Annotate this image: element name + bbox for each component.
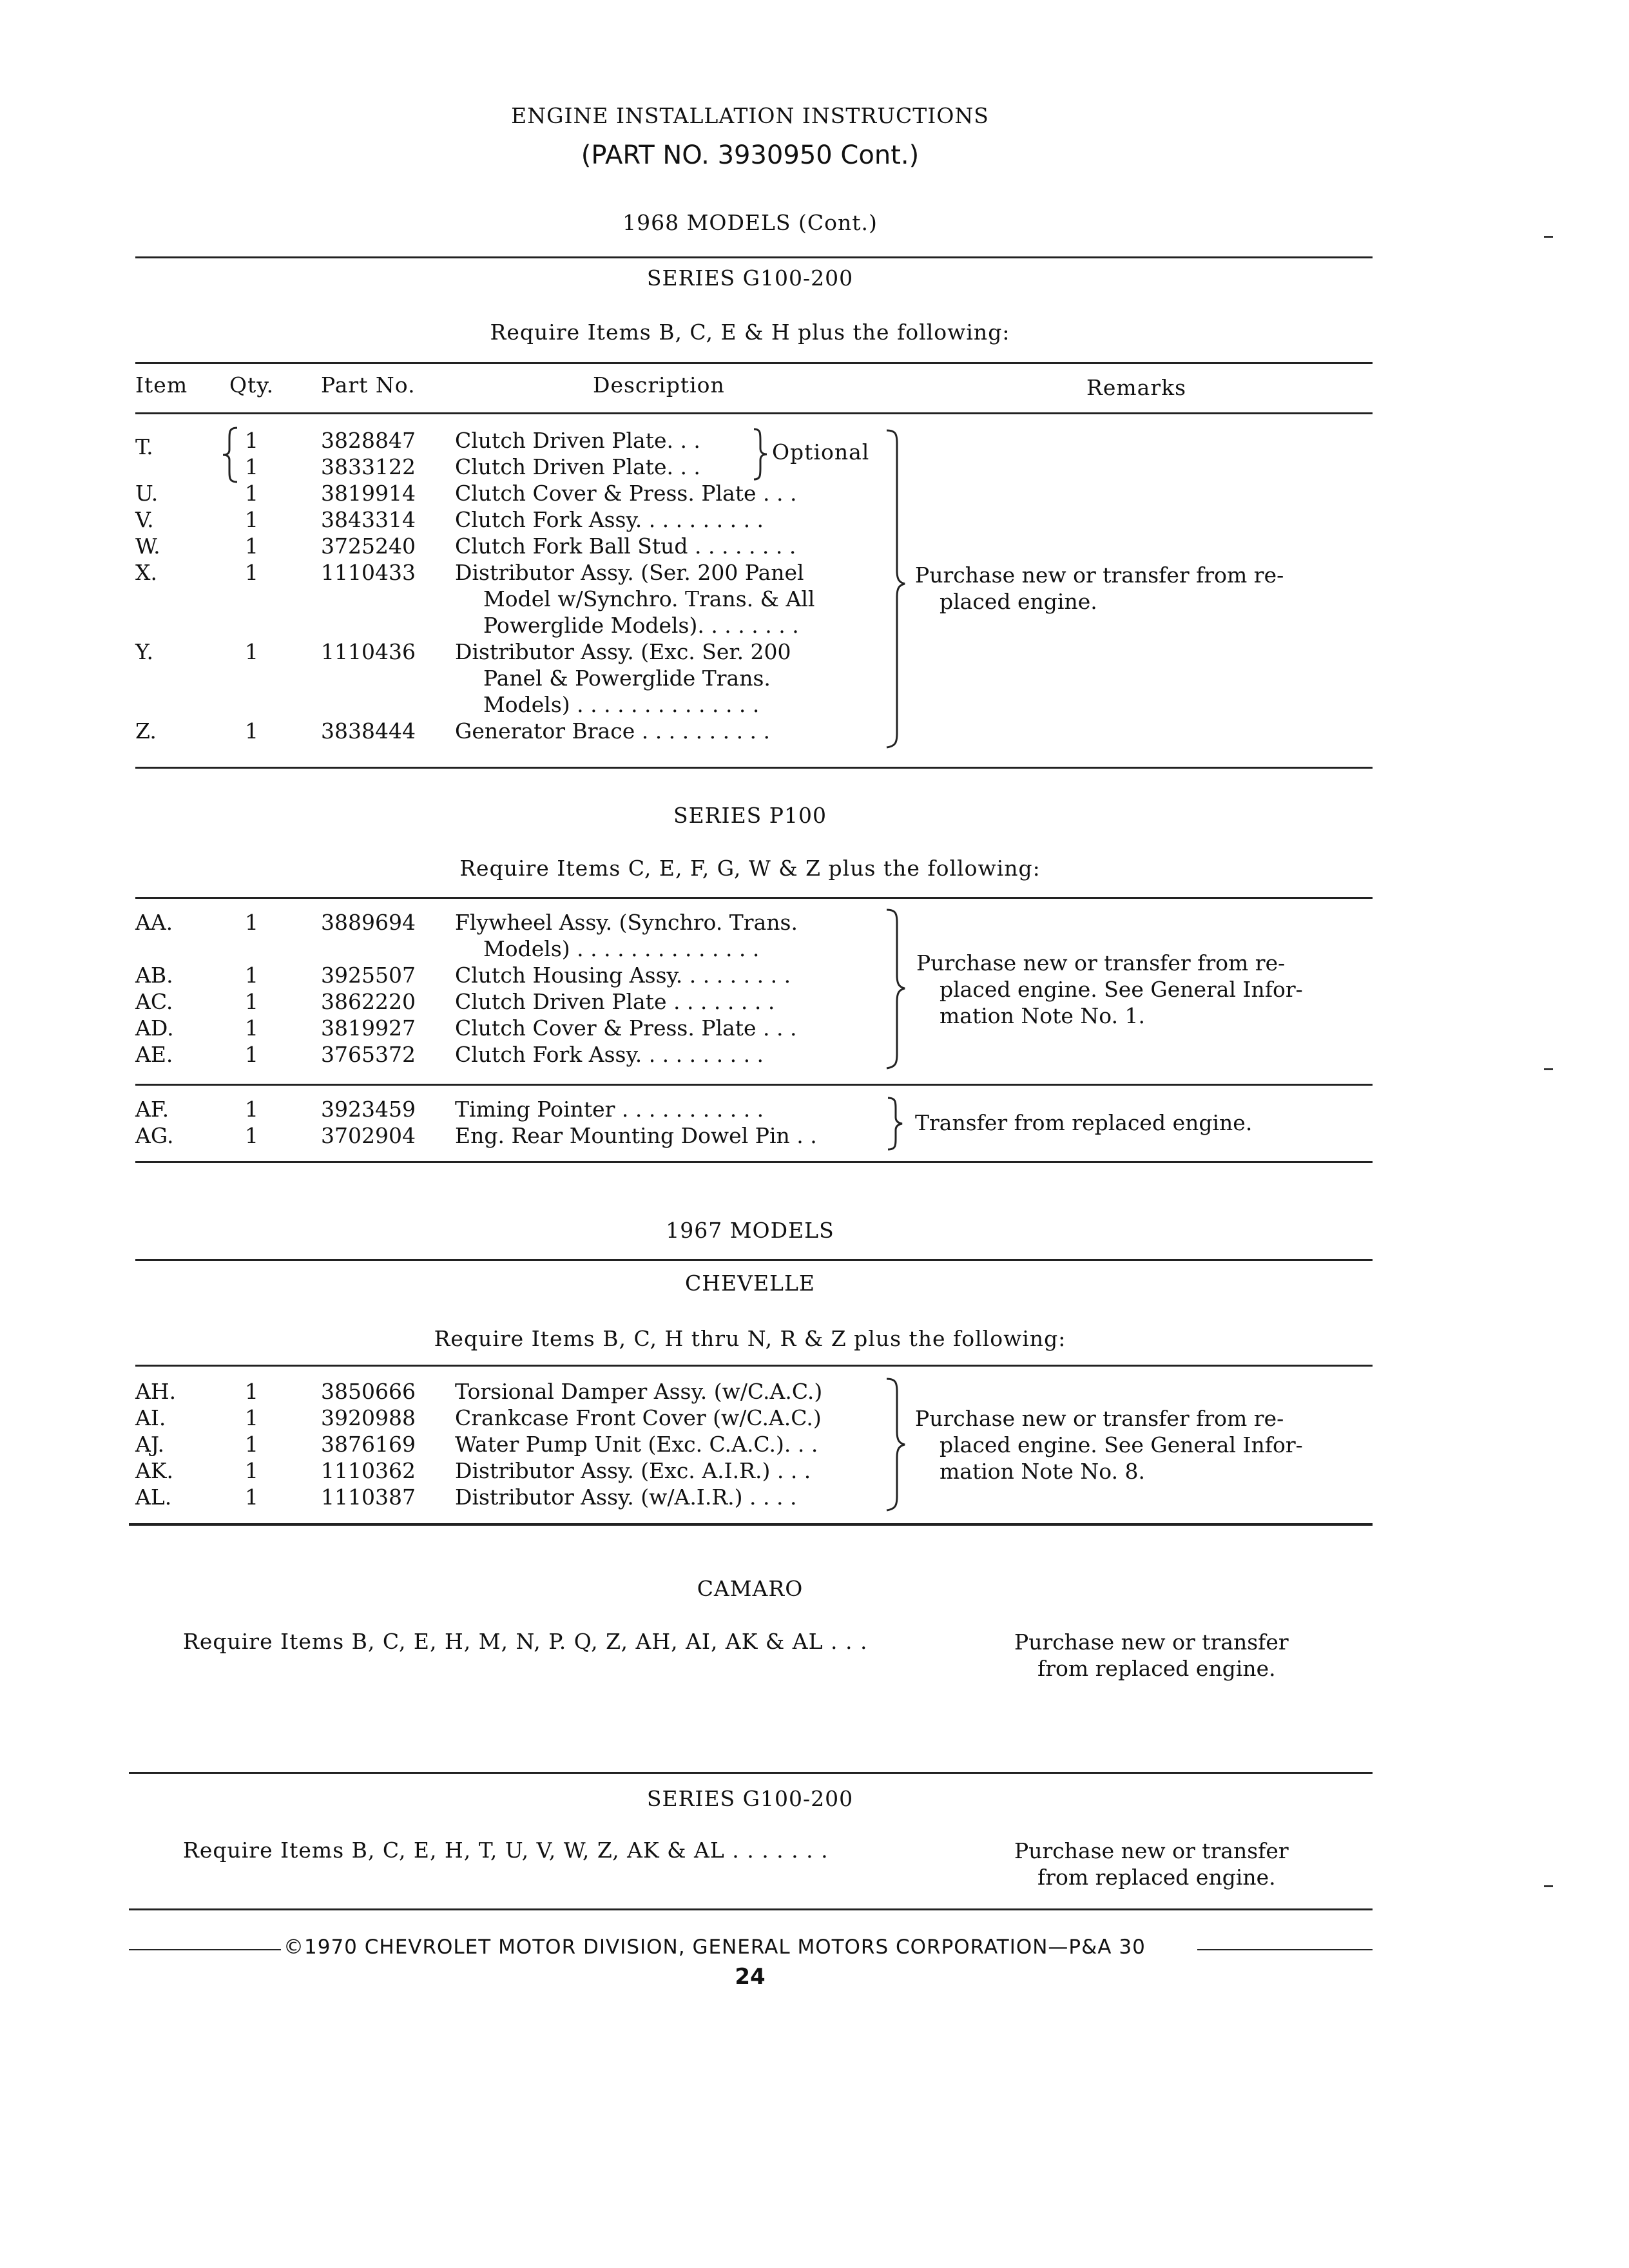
remarks-text: placed engine. See General Infor- xyxy=(940,977,1303,1002)
remarks-brace xyxy=(885,1095,906,1152)
remarks-brace xyxy=(883,907,909,1072)
remarks-text: Purchase new or transfer from re- xyxy=(915,1406,1284,1431)
divider xyxy=(135,1084,1373,1086)
series-g100-heading: SERIES G100-200 xyxy=(646,265,854,291)
footer-rule-right xyxy=(1197,1949,1373,1950)
series-p100-heading: SERIES P100 xyxy=(673,803,827,828)
column-header-remarks: Remarks xyxy=(1086,375,1187,400)
camaro-requirement: Require Items B, C, E, H, M, N, P. Q, Z, AH, AI, AK & AL . . . xyxy=(183,1629,868,1654)
divider xyxy=(135,256,1373,258)
remarks-text: placed engine. See General Infor- xyxy=(940,1432,1303,1457)
remarks-text: from replaced engine. xyxy=(1037,1865,1276,1890)
document-title: ENGINE INSTALLATION INSTRUCTIONS xyxy=(511,103,989,128)
footer-rule-left xyxy=(129,1949,281,1950)
qty-brace xyxy=(220,425,240,485)
series-g100-1967-requirement: Require Items B, C, E, H, T, U, V, W, Z, AK & AL . . . . . . . xyxy=(183,1838,829,1863)
divider xyxy=(135,1259,1373,1261)
document-page: ENGINE INSTALLATION INSTRUCTIONS (PART NO. 3930950 Cont.) 1968 MODELS (Cont.) SERIES G100-200 Require Items B, C, E & H plus the following: Item Qty. Part No. Description Remarks T. 1 3828847 Clutch Driven Plate. . . 1 3833122 Clutch Driven Plate. . . U. 1 3819914 Clutch Cover & Press. Plate . . . V. 1 3843314 Clutch Fork Assy. . . . . . . . . . W. 1 3725240 Clutch Fork Ball Stud . . . . . . . . X. 1 1110433 Distributor Assy. (Ser. 200 Panel Model w/Synchro. Trans. & All Powerglide Models). . . . . . . . Y. 1 1110436 Distributor Assy. (Exc. Ser. 200 Panel & Powerglide Trans. Models) . . . . . . . . . . . . . . Z. 1 3838444 Generator Brace . . . . . . . . . . Optional Purchase new or transfer from re- placed engine. SERIES P100 Require Items C, E, F, G, W & Z plus the following: AA. 1 3889694 Flywheel Assy. (Synchro. Trans. Models) . . . . . . . . . . . . . . AB. 1 3925507 Clutch Housing Assy. . . . . . . . . AC. 1 3862220 Clutch Driven Plate . . . . . . . . AD. 1 3819927 Clutch Cover & Press. Plate . . . AE. 1 3765372 Clutch Fork Assy. . . . . . . . . . Purchase new or transfer from re- placed engine. See General Infor- mation Note No. 1. AF. 1 3923459 Timing Pointer . . . . . . . . . . . AG. 1 3702904 Eng. Rear Mounting Dowel Pin . . Transfer from replaced engine. 1967 MODELS CHEVELLE Require Items B, C, H thru N, R & Z plus the following: AH. 1 3850666 Torsional Damper Assy. (w/C.A.C.) AI. 1 3920988 Crankcase Front Cover (w/C.A.C.) AJ. 1 3876169 Water Pump Unit (Exc. C.A.C.). . . AK. 1 1110362 Distributor Assy. (Exc. A.I.R.) . . . AL. 1 1110387 Distributor Assy. (w/A.I.R.) . . . . Purchase new or transfer from re- placed engine. See General Infor- mation Note No. 8. CAMARO Require Items B, C, E, H, M, N, P. Q, Z, AH, AI, AK & AL . . . Purchase new or transfer from replaced engine. SERIES G100-200 Require Items B, C, E, H, T, U, V, W, Z, AK & AL . . . . . . . Purchase new or transfer from replaced engine. ©1970 CHEVROLET MOTOR DIVISION, GENERAL MOTORS CORPORATION—P&A 30 24 xyxy=(0,0,1629,2268)
scan-mark xyxy=(1544,1068,1553,1070)
divider xyxy=(129,1908,1373,1910)
remarks-text: Purchase new or transfer xyxy=(1014,1629,1289,1655)
remarks-text: Purchase new or transfer xyxy=(1014,1838,1289,1863)
series-g100-1967-heading: SERIES G100-200 xyxy=(646,1786,854,1811)
page-number: 24 xyxy=(735,1964,766,1990)
column-header-qty: Qty. xyxy=(229,372,275,398)
camaro-heading: CAMARO xyxy=(697,1576,804,1601)
models-1968-heading: 1968 MODELS (Cont.) xyxy=(622,210,878,235)
remarks-text: Transfer from replaced engine. xyxy=(915,1110,1253,1135)
chevelle-requirement: Require Items B, C, H thru N, R & Z plus the following: xyxy=(434,1326,1066,1351)
divider xyxy=(129,1523,1373,1526)
remarks-text: mation Note No. 1. xyxy=(940,1003,1146,1028)
remarks-text: Purchase new or transfer from re- xyxy=(915,562,1284,588)
remarks-brace xyxy=(883,1376,909,1514)
optional-label: Optional xyxy=(772,439,870,465)
remarks-text: from replaced engine. xyxy=(1037,1656,1276,1681)
remarks-text: placed engine. xyxy=(940,589,1097,614)
divider xyxy=(135,897,1373,899)
divider xyxy=(135,767,1373,769)
scan-mark xyxy=(1544,236,1553,238)
chevelle-heading: CHEVELLE xyxy=(685,1271,815,1296)
divider xyxy=(135,1365,1373,1367)
series-p100-requirement: Require Items C, E, F, G, W & Z plus the following: xyxy=(459,856,1041,881)
series-g100-requirement: Require Items B, C, E & H plus the following: xyxy=(490,320,1010,345)
divider xyxy=(135,362,1373,364)
divider xyxy=(135,412,1373,414)
models-1967-heading: 1967 MODELS xyxy=(666,1218,834,1243)
part-number-heading: (PART NO. 3930950 Cont.) xyxy=(581,140,920,170)
scan-mark xyxy=(1544,1885,1553,1887)
remarks-text: mation Note No. 8. xyxy=(940,1459,1146,1484)
column-header-description: Description xyxy=(593,372,725,398)
divider xyxy=(135,1161,1373,1163)
optional-brace xyxy=(751,427,769,482)
column-header-item: Item xyxy=(135,372,188,398)
copyright-line: ©1970 CHEVROLET MOTOR DIVISION, GENERAL MOTORS CORPORATION—P&A 30 xyxy=(284,1936,1146,1959)
column-header-part-no: Part No. xyxy=(321,372,416,398)
divider xyxy=(129,1772,1373,1774)
remarks-brace xyxy=(883,428,909,750)
remarks-text: Purchase new or transfer from re- xyxy=(916,950,1286,975)
